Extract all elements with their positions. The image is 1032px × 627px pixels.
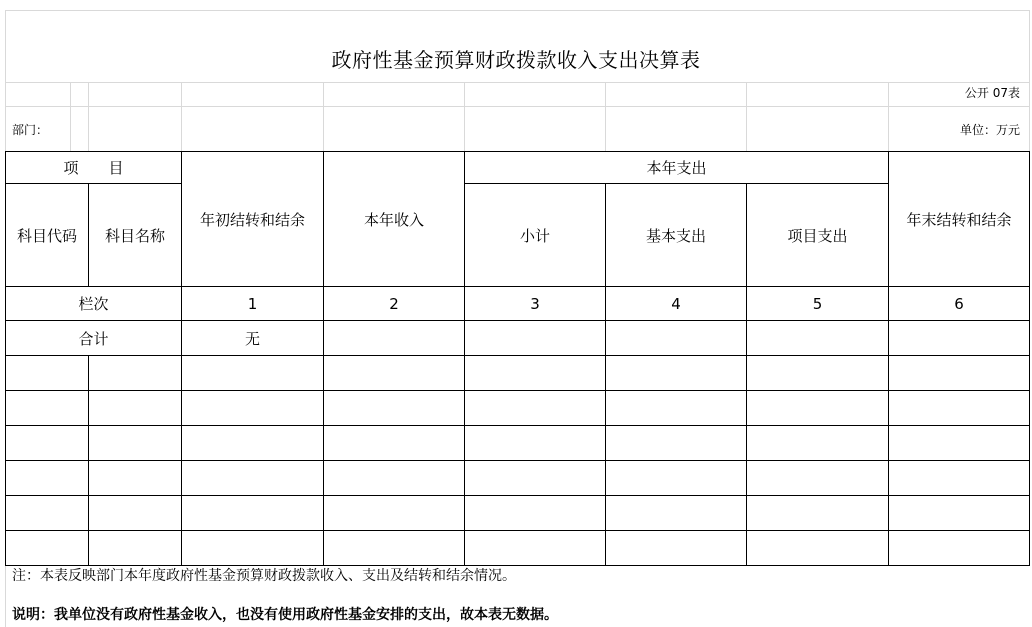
- table-cell[interactable]: [889, 531, 1030, 566]
- table-cell[interactable]: [606, 356, 747, 391]
- total-cell[interactable]: [606, 321, 747, 356]
- header-project-expense: 项目支出: [747, 184, 889, 287]
- grid-line: [5, 10, 1029, 11]
- grid-line: [605, 82, 606, 151]
- table-row: [6, 356, 1030, 391]
- table-cell[interactable]: [606, 391, 747, 426]
- table-cell[interactable]: [889, 356, 1030, 391]
- table-cell[interactable]: [6, 391, 89, 426]
- table-row: [6, 461, 1030, 496]
- grid-line: [5, 82, 1029, 83]
- grid-line: [888, 82, 889, 151]
- table-row: [6, 426, 1030, 461]
- table-cell[interactable]: [465, 426, 606, 461]
- header-subtotal: 小计: [465, 184, 606, 287]
- header-row: [6, 184, 1030, 287]
- table-cell[interactable]: [889, 496, 1030, 531]
- table-cell[interactable]: [606, 461, 747, 496]
- grid-line: [464, 82, 465, 151]
- table-cell[interactable]: [182, 391, 324, 426]
- column-number: 6: [889, 287, 1030, 321]
- table-row: [6, 496, 1030, 531]
- department-label: 部门：: [12, 123, 49, 137]
- table-cell[interactable]: [465, 531, 606, 566]
- explanation-note: 说明：我单位没有政府性基金收入，也没有使用政府性基金安排的支出，故本表无数据。: [12, 607, 558, 623]
- table-cell[interactable]: [6, 356, 89, 391]
- budget-table: [5, 151, 1030, 566]
- table-cell[interactable]: [182, 496, 324, 531]
- unit-label: 单位：万元: [959, 123, 1020, 137]
- table-cell[interactable]: [606, 426, 747, 461]
- table-cell[interactable]: [89, 426, 182, 461]
- header-subject-name: 科目名称: [89, 184, 182, 287]
- table-cell[interactable]: [324, 496, 465, 531]
- total-cell[interactable]: 无: [182, 321, 324, 356]
- table-cell[interactable]: [606, 496, 747, 531]
- grid-line: [5, 10, 6, 151]
- column-number: 1: [182, 287, 324, 321]
- column-index-label: 栏次: [6, 287, 182, 321]
- column-number: 5: [747, 287, 889, 321]
- header-closing-balance: 年末结转和结余: [889, 152, 1030, 287]
- column-number: 2: [324, 287, 465, 321]
- table-cell[interactable]: [747, 461, 889, 496]
- header-item: 项 目: [6, 152, 182, 184]
- grid-line: [70, 82, 71, 151]
- table-cell[interactable]: [747, 496, 889, 531]
- table-cell[interactable]: [324, 391, 465, 426]
- total-cell[interactable]: [324, 321, 465, 356]
- header-row: [6, 152, 1030, 184]
- table-cell[interactable]: [889, 391, 1030, 426]
- table-cell[interactable]: [6, 496, 89, 531]
- table-cell[interactable]: [747, 356, 889, 391]
- grid-line: [746, 82, 747, 151]
- table-cell[interactable]: [747, 426, 889, 461]
- page-title: 政府性基金预算财政拨款收入支出决算表: [331, 48, 701, 72]
- header-opening-balance: 年初结转和结余: [182, 152, 324, 287]
- table-cell[interactable]: [182, 356, 324, 391]
- table-cell[interactable]: [465, 356, 606, 391]
- table-cell[interactable]: [6, 426, 89, 461]
- table-cell[interactable]: [465, 461, 606, 496]
- table-cell[interactable]: [324, 426, 465, 461]
- table-cell[interactable]: [182, 461, 324, 496]
- table-cell[interactable]: [89, 461, 182, 496]
- total-cell[interactable]: [889, 321, 1030, 356]
- table-cell[interactable]: [324, 461, 465, 496]
- total-cell[interactable]: [465, 321, 606, 356]
- table-cell[interactable]: [89, 531, 182, 566]
- table-cell[interactable]: [465, 496, 606, 531]
- table-row: [6, 391, 1030, 426]
- grid-line: [5, 562, 6, 627]
- table-cell[interactable]: [182, 531, 324, 566]
- table-cell[interactable]: [6, 461, 89, 496]
- column-number: 4: [606, 287, 747, 321]
- table-cell[interactable]: [747, 391, 889, 426]
- grid-line: [88, 82, 89, 151]
- header-current-income: 本年收入: [324, 152, 465, 287]
- table-cell[interactable]: [889, 461, 1030, 496]
- table-cell[interactable]: [89, 356, 182, 391]
- table-cell[interactable]: [6, 531, 89, 566]
- total-label: 合计: [6, 321, 182, 356]
- header-basic-expense: 基本支出: [606, 184, 747, 287]
- table-cell[interactable]: [182, 426, 324, 461]
- table-row: [6, 531, 1030, 566]
- table-cell[interactable]: [89, 496, 182, 531]
- column-index-row: [6, 287, 1030, 321]
- total-cell[interactable]: [747, 321, 889, 356]
- table-cell[interactable]: [324, 356, 465, 391]
- table-footnote: 注：本表反映部门本年度政府性基金预算财政拨款收入、支出及结转和结余情况。: [12, 568, 516, 584]
- grid-line: [181, 82, 182, 151]
- grid-line: [5, 106, 1029, 107]
- table-cell[interactable]: [324, 531, 465, 566]
- header-current-expense: 本年支出: [465, 152, 889, 184]
- grid-line: [1029, 10, 1030, 151]
- column-number: 3: [465, 287, 606, 321]
- table-cell[interactable]: [889, 426, 1030, 461]
- table-cell[interactable]: [89, 391, 182, 426]
- table-code-label: 公开 07表: [964, 86, 1020, 100]
- grid-line: [323, 82, 324, 151]
- total-row: [6, 321, 1030, 356]
- header-subject-code: 科目代码: [6, 184, 89, 287]
- table-cell[interactable]: [606, 531, 747, 566]
- table-cell[interactable]: [747, 531, 889, 566]
- table-cell[interactable]: [465, 391, 606, 426]
